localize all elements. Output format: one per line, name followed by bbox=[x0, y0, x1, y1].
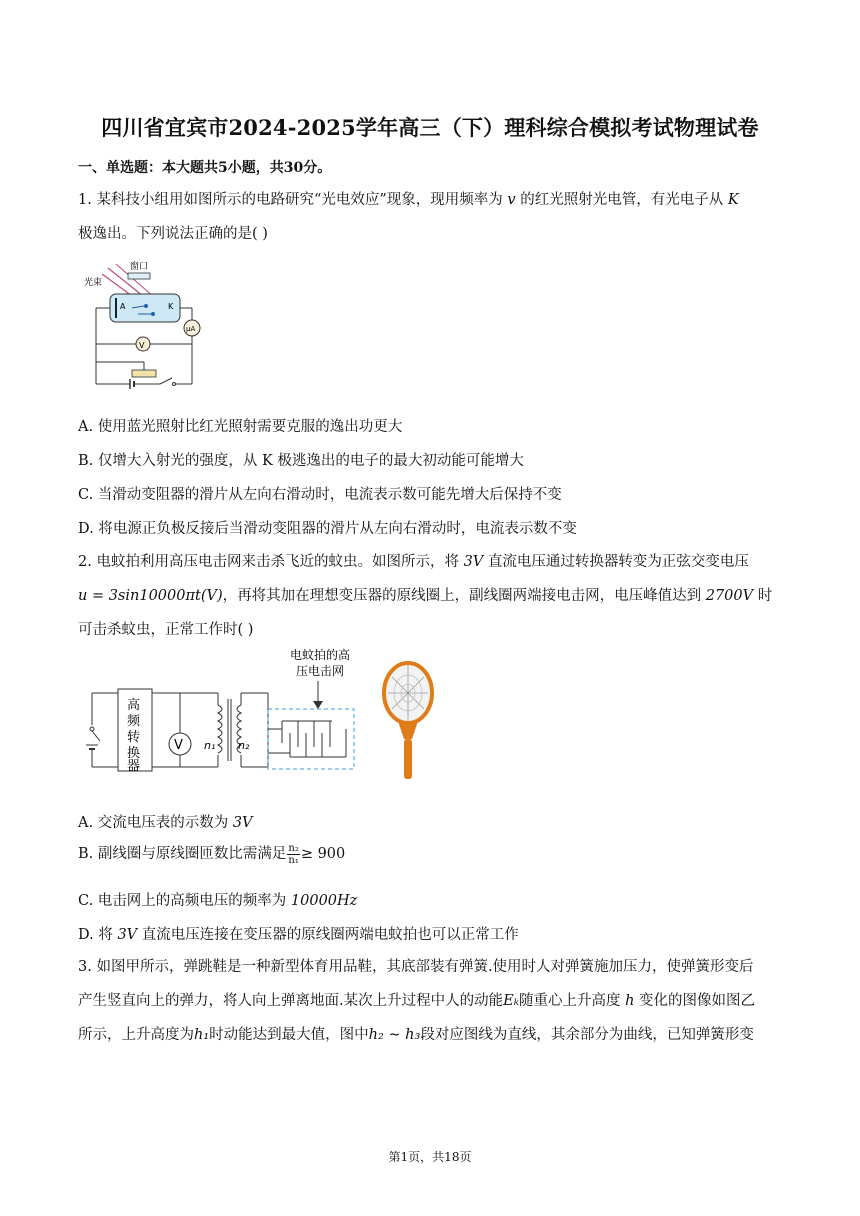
photoelectric-circuit-figure bbox=[80, 258, 210, 398]
fig-converter-char-5: 器 bbox=[127, 759, 141, 774]
fig-window-label: 窗口 bbox=[130, 262, 149, 272]
fig-net-label-line1: 电蚊拍的高 bbox=[290, 648, 351, 662]
fig-converter-char-4: 换 bbox=[127, 746, 141, 761]
fig-n2-label: n₂ bbox=[238, 739, 250, 752]
mosquito-racket-illustration bbox=[384, 663, 432, 779]
fig-net-label-line2: 压电击网 bbox=[296, 664, 345, 678]
question-2-option-a: A. 交流电压表的示数为 3V bbox=[78, 815, 253, 831]
question-2-option-d: D. 将 3V 直流电压连接在变压器的原线圈两端电蚊拍也可以正常工作 bbox=[78, 927, 519, 943]
fig-beam-label: 光束 bbox=[84, 278, 103, 288]
question-1-option-a: A. 使用蓝光照射比红光照射需要克服的逸出功更大 bbox=[78, 419, 403, 435]
question-2-option-b: B. 副线圈与原线圈匝数比需满足 $\frac{\text{n₂}}{\text{n₁}}$ ≥ 900 bbox=[78, 842, 346, 866]
page-title: 四川省宜宾市2024-2025学年高三（下）理科综合模拟考试物理试卷 bbox=[101, 115, 759, 140]
fig-converter-char-3: 转 bbox=[127, 730, 141, 745]
fig-microammeter-label: μA bbox=[186, 325, 196, 333]
turns-ratio-fraction: $\frac{\text{n₂}}{\text{n₁}}$ bbox=[288, 842, 299, 866]
question-1-stem: 1. 某科技小组用如图所示的电路研究“光电效应”现象，现用频率为 v 的红光照射光电管，有光电子从 K 极逸出。下列说法正确的是( ) bbox=[78, 192, 739, 242]
section-heading: 一、单选题：本大题共5小题，共30分。 bbox=[78, 160, 332, 176]
page-footer: 第1页，共18页 bbox=[388, 1150, 472, 1164]
fig-converter-char-1: 高 bbox=[127, 698, 141, 713]
fig-converter-char-2: 频 bbox=[127, 714, 141, 729]
question-3-stem: 3. 如图甲所示，弹跳鞋是一种新型体育用品鞋，其底部装有弹簧.使用时人对弹簧施加压力，使弹簧形变后 产生竖直向上的弹力，将人向上弹离地面.某次上升过程中人的动能Eₖ随重心上升高度 h 变化的图像如图乙 所示，上升高度为h₁时动能达到最大值，图中h₂ ∼ h₃段对应图线为直线，其余部分为曲线，已知弹簧形变 bbox=[78, 959, 756, 1043]
fig-anode-label: A bbox=[120, 302, 126, 311]
fig-n1-label: n₁ bbox=[204, 739, 216, 752]
question-2-option-c: C. 电击网上的高频电压的频率为 10000Hz bbox=[78, 893, 358, 909]
fig-cathode-label: K bbox=[168, 302, 174, 311]
fig-voltmeter-label: V bbox=[174, 738, 183, 753]
question-1-option-b: B. 仅增大入射光的强度，从 K 极逃逸出的电子的最大初动能可能增大 bbox=[78, 453, 524, 469]
question-1-option-c: C. 当滑动变阻器的滑片从左向右滑动时，电流表示数可能先增大后保持不变 bbox=[78, 487, 562, 503]
mosquito-racket-circuit-figure bbox=[78, 643, 450, 783]
fig-voltmeter-label: V bbox=[139, 341, 145, 350]
question-2-stem: 2. 电蚊拍利用高压电击网来击杀飞近的蚊虫。如图所示，将 3V 直流电压通过转换器转变为正弦交变电压 u = 3sin10000πt(V)，再将其加在理想变压器的原线圈上，副线圈两端接电击网，电压峰值达到 2700V 时 可击杀蚊虫，正常工作时( ) bbox=[78, 554, 773, 638]
question-1-option-d: D. 将电源正负极反接后当滑动变阻器的滑片从左向右滑动时，电流表示数不变 bbox=[78, 521, 577, 537]
